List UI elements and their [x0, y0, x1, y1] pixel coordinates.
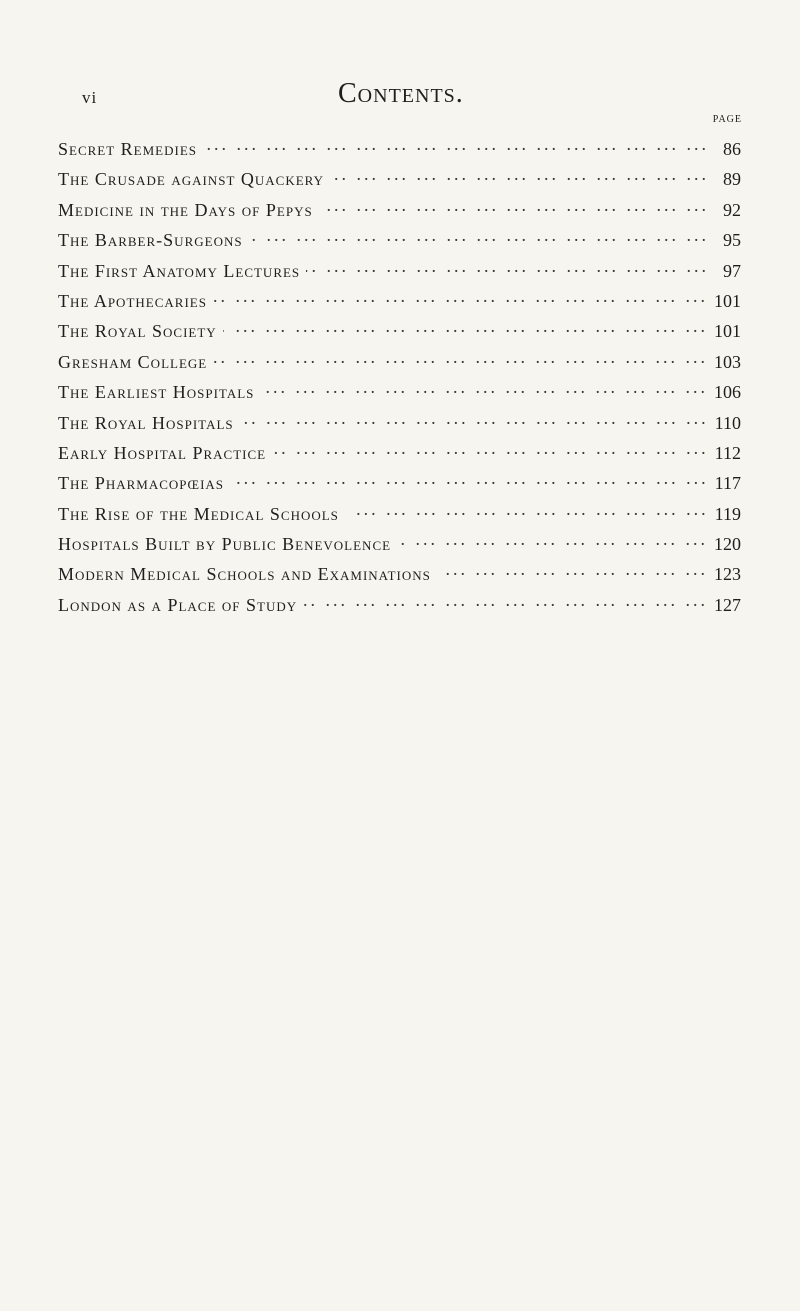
toc-entry-page: 117: [714, 473, 741, 494]
dot-leader: [260, 377, 708, 398]
toc-entry-page: 101: [714, 290, 741, 311]
dot-leader: [230, 468, 709, 489]
toc-entry-title: London as a Place of Study: [58, 594, 298, 615]
dot-leader: [249, 225, 709, 246]
toc-entry-page: 123: [714, 564, 741, 585]
toc-entry-page: 95: [723, 230, 741, 251]
page-column-label: PAGE: [712, 114, 742, 125]
page-number: vi: [82, 88, 98, 107]
toc-entry-title: The Royal Hospitals: [58, 412, 234, 433]
dot-leader: [213, 286, 708, 307]
toc-entry-title: Early Hospital Practice: [58, 442, 267, 463]
dot-leader: [330, 164, 709, 185]
toc-entry: [58, 195, 741, 225]
dot-leader: [240, 408, 709, 429]
toc-entry: [58, 408, 741, 438]
toc-entry: [58, 590, 741, 620]
toc-entry-page: 101: [714, 321, 741, 342]
toc-entry: [58, 559, 741, 589]
toc-entry: [58, 164, 741, 194]
toc-entry-title: The Barber-Surgeons: [58, 230, 243, 251]
toc-entry-title: The Pharmacopœias: [58, 473, 225, 494]
toc-entry-page: 97: [723, 260, 741, 281]
dot-leader: [319, 195, 709, 216]
toc-entry-title: The Royal Society: [58, 321, 217, 342]
toc-entry: [58, 468, 741, 498]
toc-entry-page: 119: [714, 503, 741, 524]
toc-entry-title: The First Anatomy Lectures: [58, 260, 301, 281]
toc-entry-title: Gresham College: [58, 351, 208, 372]
toc-entry-page: 92: [723, 199, 741, 220]
toc-entry: [58, 134, 741, 164]
toc-entry-title: Secret Remedies: [58, 139, 198, 159]
toc-entry: [58, 377, 741, 407]
dot-leader: [306, 256, 709, 277]
dot-leader: [345, 499, 709, 520]
toc-entry-page: 127: [714, 594, 741, 615]
toc-entry-title: Medicine in the Days of Pepys: [58, 199, 313, 220]
toc-entry-title: The Rise of the Medical Schools: [58, 503, 339, 524]
dot-leader: [272, 438, 709, 459]
dot-leader: [203, 134, 709, 155]
toc-entry-page: 106: [714, 382, 741, 403]
toc-entry-page: 120: [714, 534, 741, 555]
toc-entry: [58, 316, 741, 346]
toc-entry-title: Modern Medical Schools and Examinations: [58, 564, 431, 585]
dot-leader: [437, 559, 708, 580]
toc-entry: [58, 225, 741, 255]
toc-entry-page: 86: [723, 139, 741, 159]
toc-entry-page: 112: [714, 442, 741, 463]
toc-entry-title: The Apothecaries: [58, 290, 207, 311]
dot-leader: [223, 316, 708, 337]
dot-leader: [213, 347, 708, 368]
toc-entry: [58, 347, 741, 377]
dot-leader: [397, 529, 708, 550]
toc-entry: [58, 499, 741, 529]
toc-entry: [58, 529, 741, 559]
toc-entry-page: 110: [714, 412, 741, 433]
toc-entry: [58, 256, 741, 286]
toc-entry-title: The Crusade against Quackery: [58, 169, 325, 190]
toc-entry: [58, 286, 741, 316]
dot-leader: [303, 590, 708, 611]
toc-entry-title: Hospitals Built by Public Benevolence: [58, 534, 392, 555]
toc-entry: [58, 438, 741, 468]
toc-entry-title: The Earliest Hospitals: [58, 382, 255, 403]
toc-entry-page: 103: [714, 351, 741, 372]
page-header: [82, 78, 742, 125]
page-title: Contents.: [338, 78, 464, 109]
table-of-contents: [58, 134, 741, 620]
toc-entry-page: 89: [723, 169, 741, 190]
